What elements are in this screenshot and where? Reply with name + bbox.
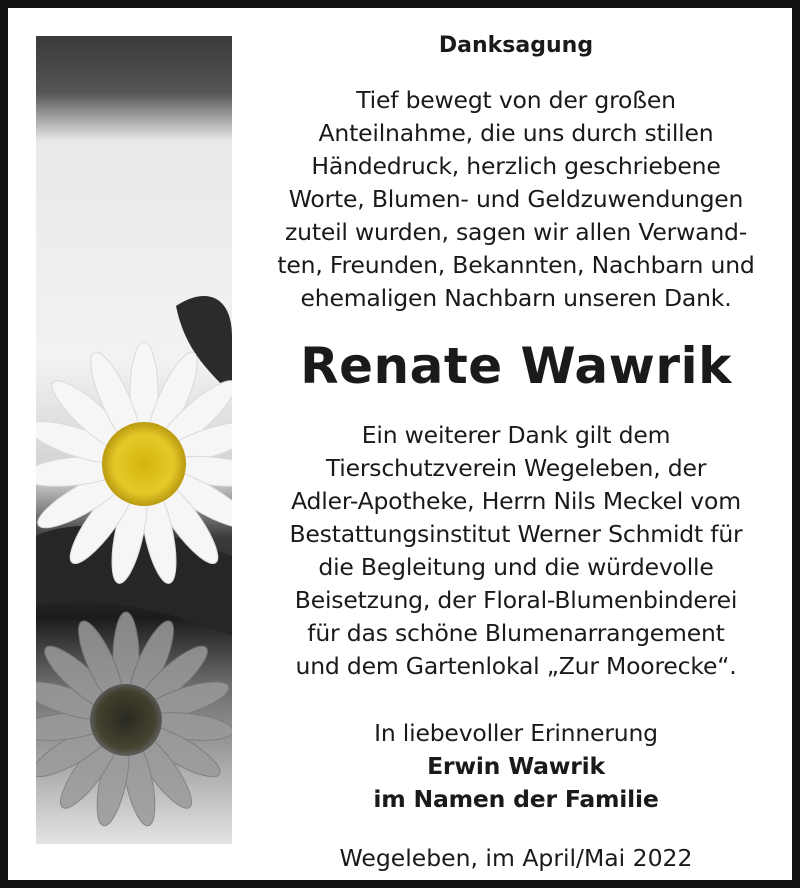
intro-paragraph xyxy=(248,84,784,315)
closing-phrase: In liebevoller Erinnerung xyxy=(374,719,658,747)
thanks-line: Bestattungsinstitut Werner Schmidt für xyxy=(289,520,743,548)
intro-line: Worte, Blumen- und Geldzuwendungen xyxy=(288,185,744,213)
intro-line: Händedruck, herzlich geschriebene xyxy=(311,152,721,180)
closing-block xyxy=(248,717,784,816)
intro-line: Anteilnahme, die uns durch stillen xyxy=(318,119,714,147)
thanks-line: Tierschutzverein Wegeleben, der xyxy=(325,454,707,482)
signer-name: Erwin Wawrik xyxy=(427,752,605,780)
daisy-image xyxy=(36,36,232,844)
intro-line: Tief bewegt von der großen xyxy=(356,86,676,114)
daisy-photo xyxy=(36,36,232,844)
place-date: Wegeleben, im April/Mai 2022 xyxy=(339,844,693,872)
deceased-name: Renate Wawrik xyxy=(300,337,732,395)
thanks-line: für das schöne Blumenarrangement xyxy=(307,619,725,647)
thanks-line: und dem Gartenlokal „Zur Moorecke“. xyxy=(295,652,737,680)
notice-text xyxy=(248,22,784,875)
on-behalf-line: im Namen der Familie xyxy=(373,785,659,813)
intro-line: ten, Freunden, Bekannten, Nachbarn und xyxy=(277,251,755,279)
intro-line: zuteil wurden, sagen wir allen Verwand- xyxy=(284,218,748,246)
notice-heading: Danksagung xyxy=(438,33,594,58)
intro-line: ehemaligen Nachbarn unseren Dank. xyxy=(300,284,732,312)
thanks-line: Ein weiterer Dank gilt dem xyxy=(361,421,671,449)
thanks-line: Adler-Apotheke, Herrn Nils Meckel vom xyxy=(291,487,741,515)
thanks-line: Beisetzung, der Floral-Blumenbinderei xyxy=(294,586,738,614)
thanks-paragraph xyxy=(248,419,784,683)
thanks-line: die Begleitung und die würdevolle xyxy=(318,553,714,581)
